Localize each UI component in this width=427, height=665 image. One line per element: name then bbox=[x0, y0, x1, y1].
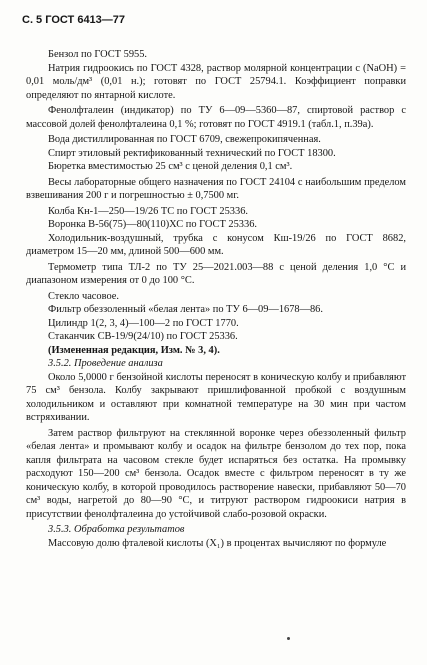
page-body bbox=[26, 48, 406, 552]
equipment-watch-glass: Стекло часовое. bbox=[48, 290, 119, 302]
amendment-note: (Измененная редакция, Изм. № 3, 4). bbox=[48, 344, 220, 356]
equipment-beaker: Стаканчик СВ-19/9(24/10) по ГОСТ 25336. bbox=[48, 331, 238, 342]
equipment-flask: Колба Кн-1—250—19/26 ТС по ГОСТ 25336. bbox=[48, 205, 248, 217]
analysis-paragraph-2: Затем раствор фильтруют на стеклянной воронке через обеззоленный фильтр «белая лента» и промывают колбу и осадок на фильтре бензолом до тех пор, пока капля фильтрата на часовом стекле будет испаряться без остатка. На промывку расходуют 150—200 см³ бензола. Осадок вместе с фильтром переносят в ту же коническую колбу, в которой проводилось растворение навески, прибавляют 50—70 см³ воды, нагретой до 80—90 °С, и титруют раствором гидроокиси натрия в присутствии фенолфталеина до устойчивой слабо-розовой окраски. bbox=[26, 427, 406, 520]
reagent-phenolphthalein: Фенолфталеин (индикатор) по ТУ 6—09—5360—87, спиртовой раствор с массовой долей фенолфталеина 0,1 %; готовят по ГОСТ 4919.1 (табл.1, п.39а). bbox=[26, 105, 406, 130]
reagent-sodium-hydroxide: Натрия гидроокись по ГОСТ 4328, раствор молярной концентрации с (NaOH) = 0,01 моль/дм³ (0,01 н.); готовят по ГОСТ 25794.1. Коэффициент поправки определяют по янтарной кислоте. bbox=[26, 62, 406, 101]
equipment-scales: Весы лабораторные общего назначения по ГОСТ 24104 с наибольшим пределом взвешивания 200 г и погрешностью ± 0,7500 мг. bbox=[26, 176, 406, 201]
equipment-burette: Бюретка вместимостью 25 см³ с ценой деления 0,1 см³. bbox=[48, 161, 293, 172]
equipment-cylinder: Цилиндр 1(2, 3, 4)—100—2 по ГОСТ 1770. bbox=[48, 317, 239, 329]
print-speck bbox=[287, 637, 290, 640]
reagent-water: Вода дистиллированная по ГОСТ 6709, свежепрокипяченная. bbox=[48, 134, 321, 145]
equipment-condenser: Холодильник-воздушный, трубка с конусом Кш-19/26 по ГОСТ 8682, диаметром 15—20 мм, длиной 500—600 мм. bbox=[26, 232, 406, 257]
section-3-5-2-heading: 3.5.2. Проведение анализа bbox=[48, 358, 163, 369]
reagent-ethanol: Спирт этиловый ректификованный технический по ГОСТ 18300. bbox=[48, 147, 336, 159]
results-paragraph: Массовую долю фталевой кислоты (X₁) в процентах вычисляют по формуле bbox=[48, 537, 387, 549]
analysis-paragraph-1: Около 5,0000 г бензойной кислоты переносят в коническую колбу и прибавляют 75 см³ бензола. Колбу закрывают пришлифованной пробкой с воздушным холодильником и оставляют при комнатной температуре на 30 мин при частом встряхивании. bbox=[26, 371, 406, 423]
equipment-filter: Фильтр обеззоленный «белая лента» по ТУ 6—09—1678—86. bbox=[48, 304, 323, 315]
equipment-thermometer: Термометр типа ТЛ-2 по ТУ 25—2021.003—88 с ценой деления 1,0 °С и диапазоном измерения от 0 до 100 °С. bbox=[26, 261, 406, 286]
equipment-funnel: Воронка В-56(75)—80(110)ХС по ГОСТ 25336. bbox=[48, 219, 257, 230]
section-3-5-3-heading: 3.5.3. Обработка результатов bbox=[48, 524, 185, 535]
reagent-benzene: Бензол по ГОСТ 5955. bbox=[48, 49, 148, 60]
page-header: С. 5 ГОСТ 6413—77 bbox=[22, 14, 126, 26]
